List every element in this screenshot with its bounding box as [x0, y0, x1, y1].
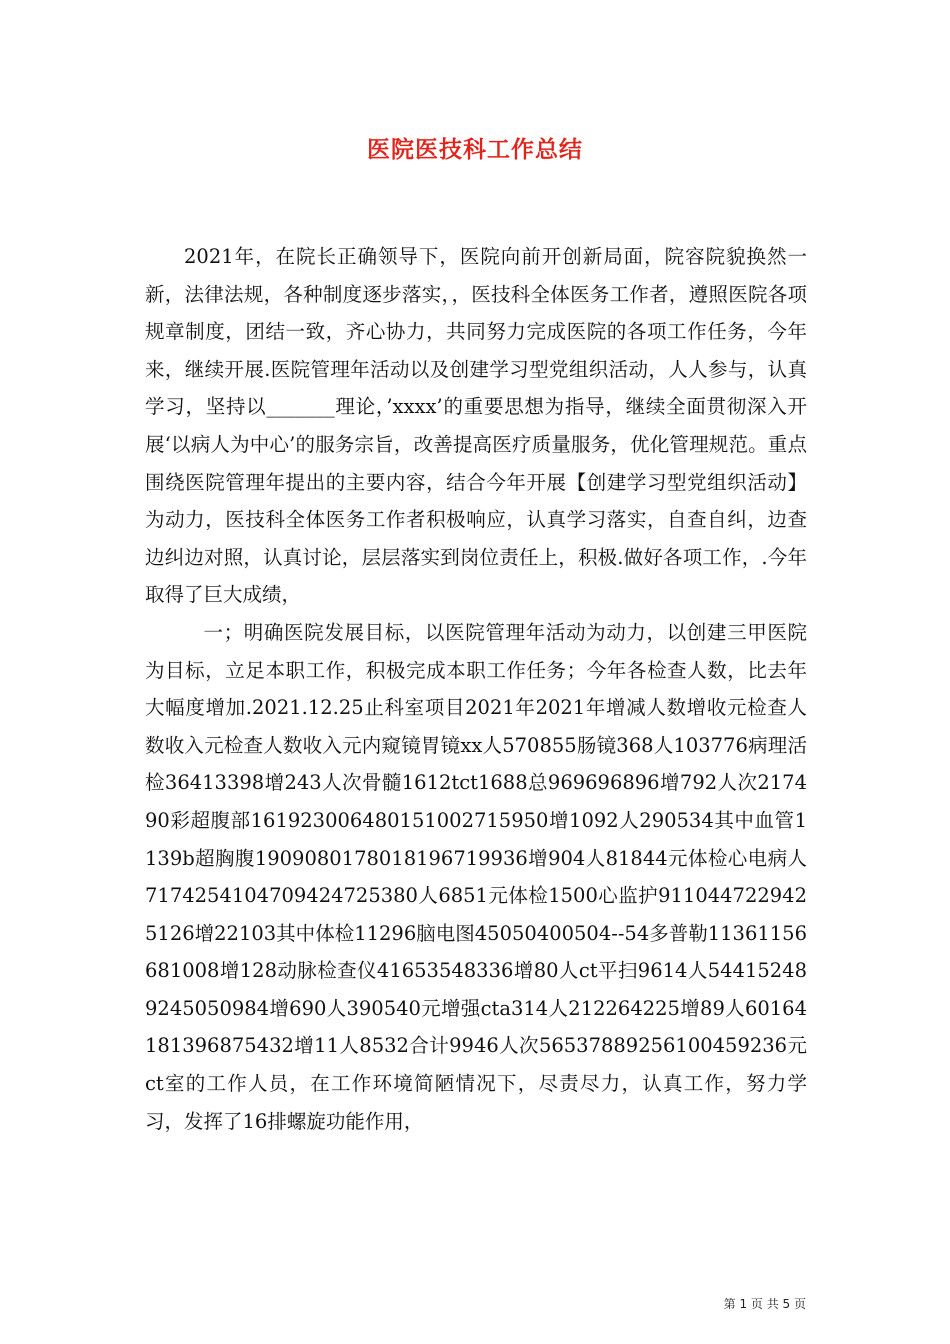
document-title: 医院医技科工作总结: [367, 136, 583, 163]
document-body: [145, 238, 807, 1140]
paragraph-section-one: 一；明确医院发展目标，以医院管理年活动为动力，以创建三甲医院为目标，立足本职工作，积极完成本职工作任务；今年各检查人数，比去年大幅度增加.2021.12.25止科室项目2021年2021年增减人数增收元检查人数收入元检查人数收入元内窥镜胃镜xx人570855肠镜368人103776病理活检36413398增243人次骨髓1612tct1688总969696896增792人次217490彩超腹部161923006480151002715950增1092人290534其中血管1139b超胸腹1909080178018196719936增904人81844元体检心电病人7174254104709424725380人6851元体检1500心监护9110447229425126增22103其中体检11296脑电图45050400504--54多普勒11361156681008增128动脉检查仪41653548336增80人ct平扫9614人544152489245050984增690人390540元增强cta314人212264225增89人60164181396875432增11人8532合计9946人次56537889256100459236元ct室的工作人员，在工作环境简陋情况下，尽责尽力，认真工作，努力学习，发挥了16排螺旋功能作用，: [145, 620, 807, 1133]
paragraph-intro: 2021年，在院长正确领导下，医院向前开创新局面，院容院貌换然一新，法律法规，各种制度逐步落实，，医技科全体医务工作者，遵照医院各项规章制度，团结一致，齐心协力，共同努力完成医院的各项工作任务，今年来，继续开展.医院管理年活动以及创建学习型党组织活动，人人参与，认真学习，坚持以_______理论，’xxxx’的重要思想为指导，继续全面贯彻深入开展‘以病人为中心’的服务宗旨，改善提高医疗质量服务，优化管理规范。重点围绕医院管理年提出的主要内容，结合今年开展【创建学习型党组织活动】为动力，医技科全体医务工作者积极响应，认真学习落实，自查自纠，边查边纠边对照，认真讨论，层层落实到岗位责任上，积极.做好各项工作，.今年取得了巨大成绩，: [145, 245, 807, 607]
page-number: 第 1 页 共 5 页: [723, 1297, 806, 1311]
